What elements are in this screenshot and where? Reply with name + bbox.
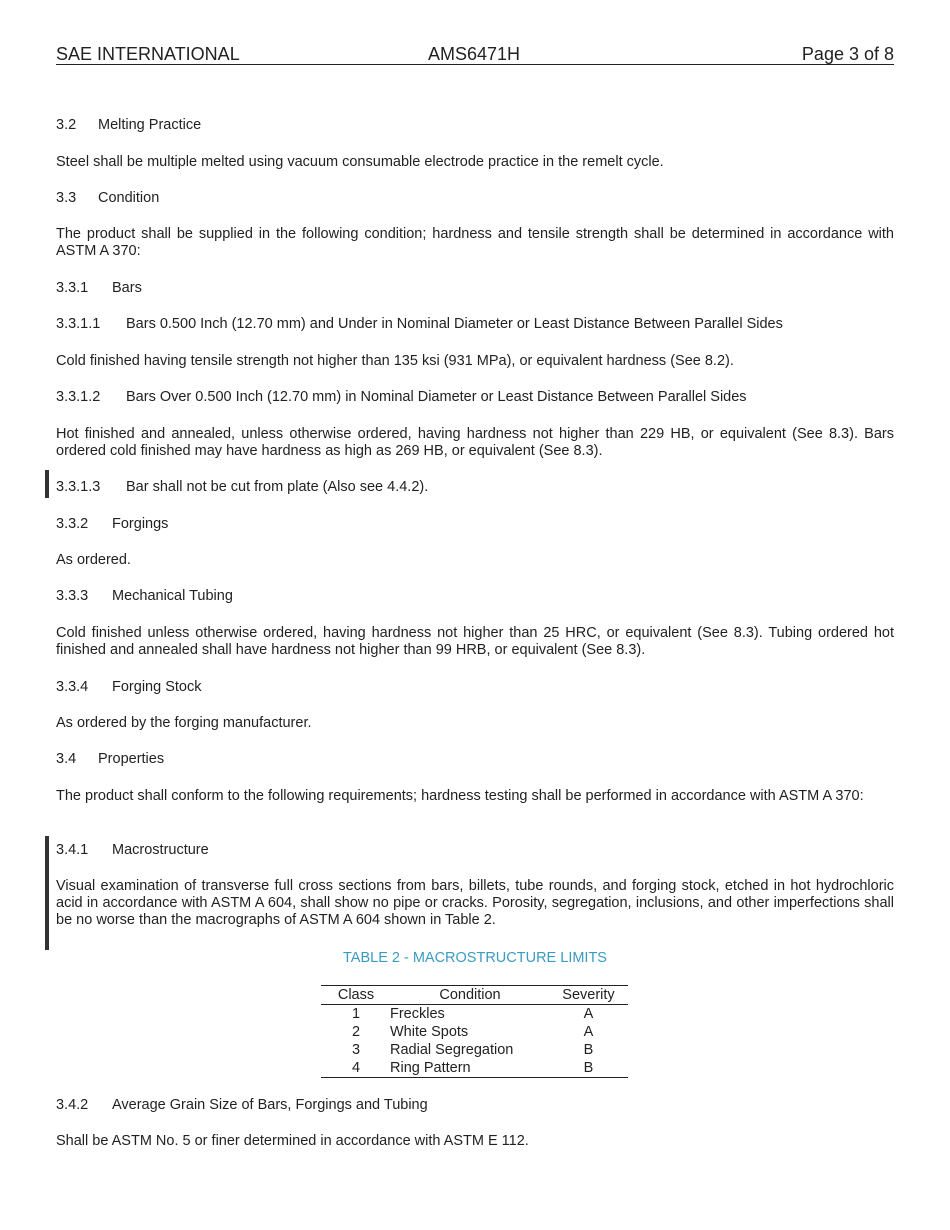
table-cell-class: 1 [351,1006,361,1022]
section-title: Melting Practice [98,117,202,133]
section-heading [56,751,894,768]
table-row [321,1041,628,1059]
section-heading [56,842,894,859]
section-title: Bars Over 0.500 Inch (12.70 mm) in Nominal Diameter or Least Distance Between Parallel Sides [126,389,747,405]
section-heading [56,389,894,406]
table-cell-condition: White Spots [390,1024,469,1040]
section-title: Bars [112,280,142,296]
section-number: 3.3.2 [56,516,89,532]
macrostructure-table [321,985,628,1078]
paragraph: The product shall conform to the following requirements; hardness testing shall be performed in accordance with ASTM A 370: [56,788,864,804]
section-number: 3.4.1 [56,842,89,858]
header-doc-number: AMS6471H [428,44,521,64]
section-heading [56,316,894,333]
paragraph: Steel shall be multiple melted using vacuum consumable electrode practice in the remelt cycle. [56,154,664,170]
section-title: Forging Stock [112,679,202,695]
section-heading [56,588,894,605]
table-title: TABLE 2 - MACROSTRUCTURE LIMITS [343,950,607,966]
section-number: 3.3.4 [56,679,89,695]
section-title: Condition [98,190,160,206]
section-title: Forgings [112,516,169,532]
section-number: 3.3.1.3 [56,479,101,495]
paragraph: Visual examination of transverse full cross sections from bars, billets, tube rounds, and forging stock, etched in hot hydrochloric acid in accordance with ASTM A 604, shall show no pipe or cracks. Porosity, segregation, inclusions, and other imperfections shall be no worse than the macrographs of ASTM A 604 shown in Table 2. [56,878,894,928]
section-title: Properties [98,751,165,767]
paragraph: Cold finished having tensile strength not higher than 135 ksi (931 MPa), or equivalent hardness (See 8.2). [56,353,734,369]
paragraph: As ordered. [56,552,131,568]
section-heading [56,280,894,297]
table-cell-severity: A [583,1006,594,1022]
table-row [321,1023,628,1041]
table-cell-condition: Ring Pattern [390,1060,471,1076]
section-number: 3.3.1.2 [56,389,101,405]
page-header [56,44,894,65]
section-number: 3.3.1.1 [56,316,101,332]
table-cell-severity: A [583,1024,594,1040]
table-cell-class: 3 [351,1042,361,1058]
section-title: Mechanical Tubing [112,588,233,604]
table-cell-condition: Radial Segregation [390,1042,514,1058]
section-title: Macrostructure [112,842,209,858]
table-cell-class: 2 [351,1024,361,1040]
section-title: Bars 0.500 Inch (12.70 mm) and Under in Nominal Diameter or Least Distance Between Parallel Sides [126,316,783,332]
change-bar [45,836,49,950]
section-heading [56,1097,894,1114]
section-number: 3.4.2 [56,1097,89,1113]
header-org: SAE INTERNATIONAL [56,44,240,64]
paragraph: Hot finished and annealed, unless otherwise ordered, having hardness not higher than 229 HB, or equivalent (See 8.3). Bars ordered cold finished may have hardness as high as 269 HB, or equivalent (See 8.3). [56,426,894,459]
section-number: 3.3.3 [56,588,89,604]
paragraph: The product shall be supplied in the following condition; hardness and tensile strength shall be determined in accordance with ASTM A 370: [56,226,894,259]
table-cell-condition: Freckles [390,1006,445,1022]
table-header-cell: Class [337,987,375,1003]
section-number: 3.2 [56,117,77,133]
paragraph: As ordered by the forging manufacturer. [56,715,312,731]
paragraph: Shall be ASTM No. 5 or finer determined in accordance with ASTM E 112. [56,1133,529,1149]
table-header-cell: Severity [562,987,615,1003]
table-row [321,1005,628,1023]
section-heading [56,516,894,533]
section-heading [56,117,894,134]
section-title: Average Grain Size of Bars, Forgings and Tubing [112,1097,428,1113]
change-bar [45,470,49,498]
section-number: 3.3.1 [56,280,89,296]
table-row [321,1059,628,1078]
paragraph: Cold finished unless otherwise ordered, having hardness not higher than 25 HRC, or equivalent (See 8.3). Tubing ordered hot finished and annealed shall have hardness not higher than 99 HRB, or equivalent (See 8.3). [56,625,894,658]
table-cell-severity: B [583,1060,594,1076]
table-cell-class: 4 [351,1060,361,1076]
section-heading [56,679,894,696]
section-heading [56,190,894,207]
table-header-row [321,986,628,1005]
section-title: Bar shall not be cut from plate (Also see 4.4.2). [126,479,429,495]
header-page-number: Page 3 of 8 [801,44,894,64]
section-heading [56,479,894,496]
section-number: 3.3 [56,190,77,206]
table-cell-severity: B [583,1042,594,1058]
section-number: 3.4 [56,751,77,767]
table-header-cell: Condition [439,987,501,1003]
